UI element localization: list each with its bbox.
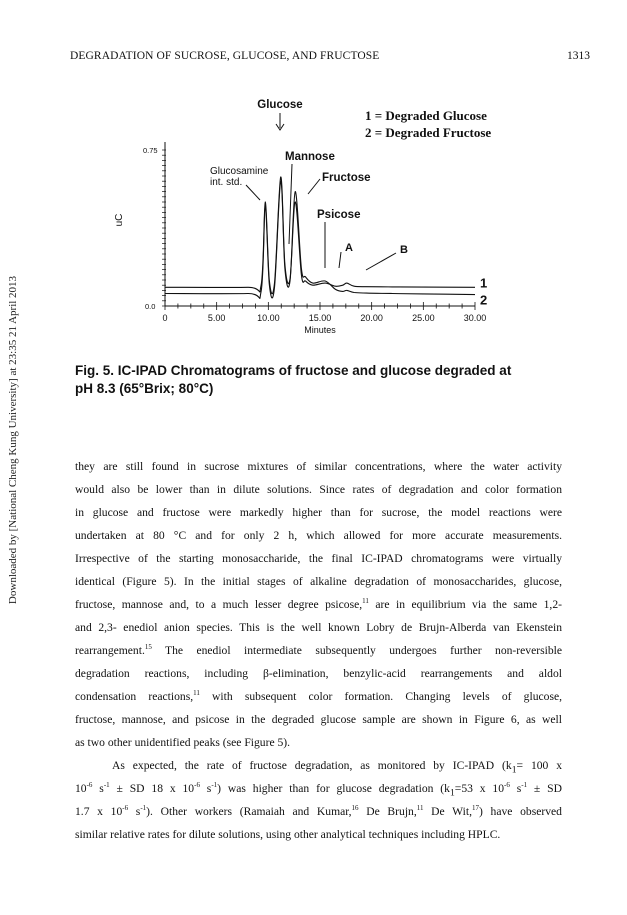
caption-line-1: Fig. 5. IC-IPAD Chromatograms of fructose and glucose degraded at: [75, 363, 512, 378]
arrow-a: [339, 252, 341, 268]
x-tick-label: 0: [162, 313, 168, 323]
series-label-2: 2: [480, 292, 488, 308]
arrow-fructose: [308, 179, 320, 194]
running-title: DEGRADATION OF SUCROSE, GLUCOSE, AND FRUCTOSE: [70, 50, 380, 62]
y-axis-label: uC: [114, 213, 125, 227]
annotation-fructose: Fructose: [322, 172, 371, 184]
arrow-glucosamine: [246, 185, 260, 200]
annotation-b: B: [400, 244, 408, 256]
body-line: fructose, mannose, and psicose in the degraded glucose sample are shown in Figure 6, as well: [75, 713, 562, 726]
body-line: similar relative rates for dilute solutions, using other analytical techniques including HPLC.: [75, 828, 501, 841]
series-label-1: 1: [480, 275, 488, 291]
caption-line-2: pH 8.3 (65°Brix; 80°C): [75, 381, 214, 396]
annotation-glucosamine: Glucosamine: [210, 166, 269, 177]
x-tick-label: 30.00: [463, 313, 487, 323]
body-line: fructose, mannose and, to a much lesser degree psicose,$^{11}$ are in equilibrium via the same 1,2-: [75, 597, 562, 611]
body-line: they are still found in sucrose mixtures of similar concentrations, where the water activity: [75, 460, 562, 473]
y-tick-label: 0.0: [145, 302, 156, 311]
body-line: undertaken at 80 °C and for only 2 h, which allowed for more accurate measurements.: [75, 529, 562, 542]
running-header: [70, 50, 590, 70]
body-line: would also be lower than in dilute solutions. Since rates of degradation and color formation: [75, 483, 562, 496]
body-line: $10^{-6}$ $s^{-1}$ ± SD 18 x $10^{-6}$ $s^{-1}$) was higher than for glucose degradation ($k_1=53$ x $10^{-6}$ $s^{-1}$ ± SD: [75, 781, 562, 799]
chromatogram-chart: [100, 88, 530, 348]
body-line: in glucose and fructose were markedly higher than for sucrose, the model reactions were: [75, 506, 562, 519]
body-line: degradation reactions, including β-elimination, benzylic-acid rearrangements and aldol: [75, 667, 562, 680]
figure-caption: [75, 362, 595, 398]
body-line: rearrangement.$^{15}$ The enediol intermediate subsequently undergoes further non-reversible: [75, 643, 562, 657]
arrow-b: [366, 253, 396, 270]
body-line: condensation reactions,$^{11}$ with subsequent color formation. Changing levels of glucose,: [75, 689, 562, 703]
body-line: and 2,3- enediol anion species. This is the well known Lobry de Brujn-Alberda van Ekenstein: [75, 621, 562, 634]
legend-entry: 1 = Degraded Glucose: [365, 108, 487, 123]
body-line: Irrespective of the starting monosaccharide, the final IC-IPAD chromatograms were virtually: [75, 552, 562, 565]
x-tick-label: 25.00: [412, 313, 435, 323]
page-number: 1313: [567, 50, 590, 62]
body-line: As expected, the rate of fructose degradation, as monitored by IC-IPAD ($k_1= 100$ x: [112, 759, 562, 776]
annotation-glucose: Glucose: [257, 99, 303, 111]
series-line-1: [165, 177, 475, 294]
x-tick-label: 5.00: [207, 313, 226, 323]
body-line: 1.7 x $10^{-6}$ $s^{-1}$). Other workers (Ramaiah and Kumar,$^{16}$ De Brujn,$^{11}$ De Wit,$^{17}$) have observed: [75, 804, 562, 818]
body-line: identical (Figure 5). In the initial stages of alkaline degradation of monosaccharides, glucose,: [75, 575, 562, 588]
body-text: [75, 455, 562, 846]
download-note: Downloaded by [National Cheng Kung University] at 23:35 21 April 2013: [7, 275, 19, 605]
x-tick-label: 20.00: [360, 313, 383, 323]
annotation-mannose: Mannose: [285, 151, 335, 163]
x-tick-label: 10.00: [257, 313, 280, 323]
series-line-2: [165, 181, 475, 298]
body-line: as two other unidentified peaks (see Figure 5).: [75, 736, 291, 749]
legend-entry: 2 = Degraded Fructose: [365, 125, 492, 140]
x-tick-label: 15.00: [308, 313, 332, 323]
annotation-int-std: int. std.: [210, 177, 243, 188]
annotation-psicose: Psicose: [317, 209, 361, 221]
annotation-a: A: [345, 242, 353, 254]
y-tick-label: 0.75: [143, 146, 158, 155]
download-watermark: [6, 60, 20, 820]
x-axis-label: Minutes: [304, 325, 336, 335]
arrow-mannose: [289, 164, 292, 244]
